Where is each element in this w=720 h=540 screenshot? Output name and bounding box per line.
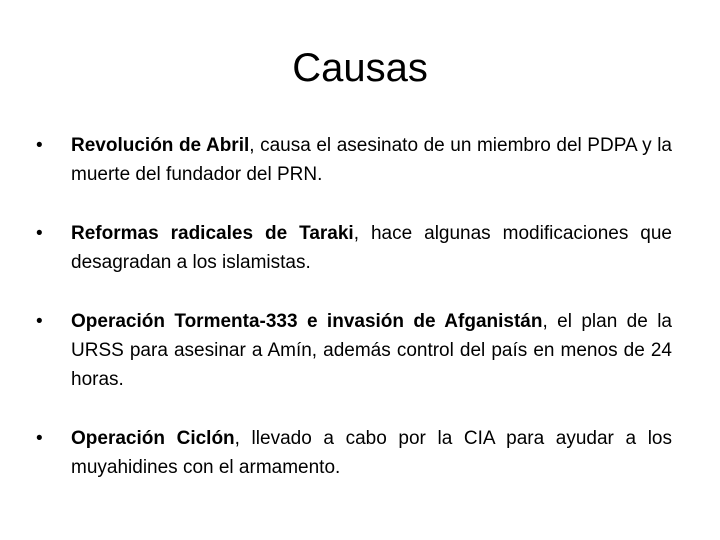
bullet-text: , llevado a cabo por la CIA para ayudar a los muyahidines con el armamento. <box>71 428 672 478</box>
bullet-text: , el plan de la URSS para asesinar a Amín, además control del país en menos de 24 horas. <box>71 311 672 390</box>
bullet-dot-icon: • <box>36 311 43 332</box>
bullet-dot-icon: • <box>36 135 43 156</box>
bullet-text: , causa el asesinato de un miembro del PDPA y la muerte del fundador del PRN. <box>71 135 672 185</box>
bullet-list <box>36 131 672 482</box>
bullet-heading: Revolución de Abril <box>71 135 250 156</box>
bullet-item-tormenta <box>36 307 672 394</box>
bullet-heading: Operación Tormenta-333 e invasión de Afganistán <box>71 311 543 332</box>
bullet-item-ciclon <box>36 424 672 482</box>
bullet-item-revolucion <box>36 131 672 189</box>
bullet-heading: Operación Ciclón <box>71 428 235 449</box>
bullet-text: , hace algunas modificaciones que desagradan a los islamistas. <box>71 223 672 273</box>
bullet-item-reformas <box>36 219 672 277</box>
slide-title: Causas <box>292 46 428 90</box>
bullet-dot-icon: • <box>36 428 43 449</box>
bullet-dot-icon: • <box>36 223 43 244</box>
bullet-heading: Reformas radicales de Taraki <box>71 223 354 244</box>
